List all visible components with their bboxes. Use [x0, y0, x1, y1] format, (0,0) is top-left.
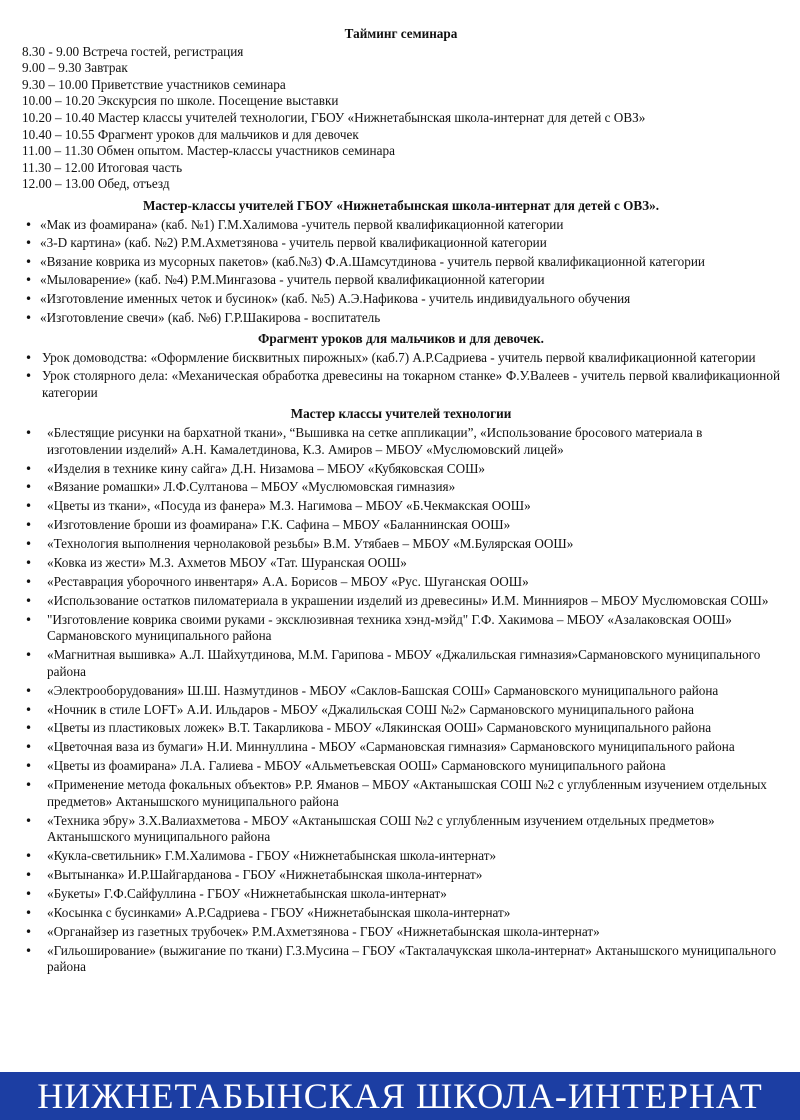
list-item: • "Изготовление коврика своими руками - эксклюзивная техника хэнд-мэйд" Г.Ф. Хакимова – МБОУ «Азалаковская ООШ» Сармановского муниципального района [22, 612, 780, 645]
section-title-lesson-fragments: Фрагмент уроков для мальчиков и для девочек. [258, 331, 544, 347]
timing-item: 10.00 – 10.20 Экскурсия по школе. Посещение выставки [22, 93, 339, 109]
timing-item: 9.00 – 9.30 Завтрак [22, 60, 128, 76]
timing-item: 10.40 – 10.55 Фрагмент уроков для мальчиков и для девочек [22, 126, 359, 142]
list-item: • «Букеты» Г.Ф.Сайфуллина - ГБОУ «Нижнетабынская школа-интернат» [22, 886, 780, 903]
list-item: • «Блестящие рисунки на бархатной ткани», “Вышивка на сетке аппликации”, «Использование бросового материала в изготовлении изделий» А.Н. Камалетдинова, К.З. Амиров – МБОУ «Муслюмовский лицей» [22, 425, 780, 458]
list-item: • «Мыловарение» (каб. №4) Р.М.Мингазова - учитель первой квалификационной категории [22, 272, 780, 289]
timing-item: 9.30 – 10.00 Приветствие участников семинара [22, 76, 286, 92]
list-item: • «Использование остатков пиломатериала в украшении изделий из древесины» И.М. Миннияров – МБОУ Муслюмовская СОШ» [22, 593, 780, 610]
timing-item: 8.30 - 9.00 Встреча гостей, регистрация [22, 43, 244, 59]
lesson-fragment-list [22, 350, 780, 402]
list-item: • «Цветы из ткани», «Посуда из фанера» М.З. Нагимова – МБОУ «Б.Чекмакская ООШ» [22, 498, 780, 515]
list-item: • «Применение метода фокальных объектов» Р.Р. Яманов – МБОУ «Актанышская СОШ №2 с углубленным изучением отдельных предметов» Актанышского муниципального района [22, 777, 780, 810]
list-item: • «Кукла-светильник» Г.М.Халимова - ГБОУ «Нижнетабынская школа-интернат» [22, 848, 780, 865]
list-item: • «Вязание ромашки» Л.Ф.Султанова – МБОУ «Муслюмовская гимназия» [22, 479, 780, 496]
timing-item: 10.20 – 10.40 Мастер классы учителей технологии, ГБОУ «Нижнетабынская школа-интернат для детей с ОВЗ» [22, 109, 646, 125]
list-item: • «Косынка с бусинками» А.Р.Садриева - ГБОУ «Нижнетабынская школа-интернат» [22, 905, 780, 922]
list-item: • «Технология выполнения чернолаковой резьбы» В.М. Утябаев – МБОУ «М.Булярская ООШ» [22, 536, 780, 553]
list-item: • «Реставрация уборочного инвентаря» А.А. Борисов – МБОУ «Рус. Шуганская ООШ» [22, 574, 780, 591]
list-item: • «Магнитная вышивка» А.Л. Шайхутдинова, М.М. Гарипова - МБОУ «Джалильская гимназия»Сармановского муниципального района [22, 647, 780, 680]
technology-masterclass-list [22, 425, 780, 976]
list-item: • «Ковка из жести» М.З. Ахметов МБОУ «Тат. Шуранская ООШ» [22, 555, 780, 572]
list-item: • «Цветы из пластиковых ложек» В.Т. Такарликова - МБОУ «Лякинская ООШ» Сармановского муниципального района [22, 720, 780, 737]
list-item: • «Мак из фоамирана» (каб. №1) Г.М.Халимова -учитель первой квалификационной категории [22, 217, 780, 234]
timing-item: 11.30 – 12.00 Итоговая часть [22, 159, 183, 175]
list-item: • «Органайзер из газетных трубочек» Р.М.Ахметзянова - ГБОУ «Нижнетабынская школа-интернат» [22, 924, 780, 941]
timing-list [22, 44, 780, 193]
list-item: • «Изготовление свечи» (каб. №6) Г.Р.Шакирова - воспитатель [22, 310, 780, 327]
list-item: • «Гильоширование» (выжигание по ткани) Г.З.Мусина – ГБОУ «Такталачукская школа-интернат» Актанышского муниципального района [22, 943, 780, 976]
list-item: • «Ночник в стиле LOFT» А.И. Ильдаров - МБОУ «Джалильская СОШ №2» Сармановского муниципального района [22, 702, 780, 719]
list-item: • «Цветы из фоамирана» Л.А. Галиева - МБОУ «Альметьевская ООШ» Сармановского муниципального района [22, 758, 780, 775]
list-item: • Урок столярного дела: «Механическая обработка древесины на токарном станке» Ф.У.Валеев - учитель первой квалификационной категории [22, 368, 780, 401]
list-item: • «Электрооборудования» Ш.Ш. Назмутдинов - МБОУ «Саклов-Башская СОШ» Сармановского муниципального района [22, 683, 780, 700]
list-item: • «Изготовление броши из фоамирана» Г.К. Сафина – МБОУ «Баланнинская ООШ» [22, 517, 780, 534]
list-item: • «Вязание коврика из мусорных пакетов» (каб.№3) Ф.А.Шамсутдинова - учитель первой квалификационной категории [22, 254, 780, 271]
list-item: • «3-D картина» (каб. №2) Р.М.Ахметзянова - учитель первой квалификационной категории [22, 235, 780, 252]
page-title: Тайминг семинара [344, 26, 458, 41]
list-item: • «Техника эбру» З.Х.Валиахметова - МБОУ «Актанышская СОШ №2 с углубленным изучением отдельных предметов» Актанышского муниципального района [22, 813, 780, 846]
section-title-school-masterclasses: Мастер-классы учителей ГБОУ «Нижнетабынская школа-интернат для детей с ОВЗ». [142, 197, 660, 213]
list-item: • «Цветочная ваза из бумаги» Н.И. Миннуллина - МБОУ «Сармановская гимназия» Сармановского муниципального района [22, 739, 780, 756]
list-item: • «Вытынанка» И.Р.Шайгарданова - ГБОУ «Нижнетабынская школа-интернат» [22, 867, 780, 884]
timing-item: 11.00 – 11.30 Обмен опытом. Мастер-классы участников семинара [22, 143, 395, 159]
section-title-technology-masterclasses: Мастер классы учителей технологии [290, 406, 512, 422]
list-item: • «Изготовление именных четок и бусинок» (каб. №5) А.Э.Нафикова - учитель индивидуального обучения [22, 291, 780, 308]
school-masterclass-list [22, 217, 780, 327]
timing-item: 12.00 – 13.00 Обед, отъезд [22, 176, 170, 192]
school-name-banner: НИЖНЕТАБЫНСКАЯ ШКОЛА-ИНТЕРНАТ [0, 1072, 800, 1120]
list-item: • «Изделия в технике кину сайга» Д.Н. Низамова – МБОУ «Кубяковская СОШ» [22, 461, 780, 478]
list-item: • Урок домоводства: «Оформление бисквитных пирожных» (каб.7) А.Р.Садриева - учитель первой квалификационной категории [22, 350, 780, 367]
